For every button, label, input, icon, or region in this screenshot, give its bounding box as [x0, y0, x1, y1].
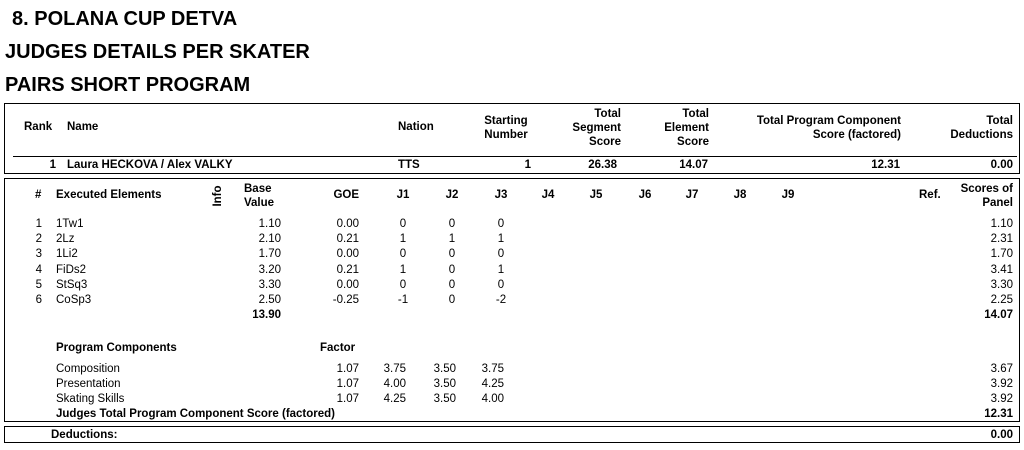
- component-j3: 4.25: [481, 378, 504, 390]
- elements-score-total: 14.07: [984, 309, 1013, 321]
- element-j1: 0: [399, 278, 407, 291]
- element-j1: 0: [399, 248, 407, 261]
- element-name: CoSp3: [56, 294, 92, 306]
- num-header: #: [35, 189, 42, 201]
- skater-name: Laura HECKOVA / Alex VALKY: [67, 159, 233, 171]
- element-j3: -2: [495, 294, 507, 306]
- component-score: 3.92: [990, 393, 1013, 405]
- program-components-header: Program Components: [56, 342, 177, 354]
- element-goe: -0.25: [332, 294, 359, 306]
- element-num: 1: [35, 218, 42, 230]
- component-j3: 3.75: [481, 363, 504, 375]
- element-base: 1.70: [258, 248, 281, 261]
- element-goe: 0.21: [336, 233, 359, 246]
- skater-nation: TTS: [398, 159, 420, 171]
- element-j1: 0: [399, 218, 407, 230]
- element-score: 1.10: [990, 218, 1013, 230]
- judge-header-j4: J4: [541, 189, 555, 201]
- skater-pcs: 12.31: [871, 159, 900, 171]
- component-j2: 3.50: [433, 378, 456, 390]
- element-score-header: Total Element Score: [664, 108, 709, 148]
- deductions-label: Deductions:: [51, 429, 118, 441]
- judge-header-j3: J3: [494, 189, 508, 201]
- element-name: 1Tw1: [56, 218, 84, 230]
- deductions-header: Total Deductions: [950, 115, 1013, 141]
- component-name: Composition: [56, 363, 120, 375]
- element-base: 3.20: [258, 263, 281, 276]
- pcs-header: Total Program Component Score (factored): [756, 115, 901, 141]
- element-goe: 0.00: [336, 218, 359, 230]
- judge-header-j6: J6: [638, 189, 652, 201]
- component-j1: 4.00: [383, 378, 406, 390]
- element-goe: 0.00: [336, 248, 359, 261]
- element-j2: 0: [448, 294, 456, 306]
- element-goe: 0.21: [336, 263, 359, 276]
- element-base: 2.50: [258, 294, 281, 306]
- summary-divider: [13, 156, 1017, 157]
- skater-element-score: 14.07: [679, 159, 708, 171]
- judge-header-j5: J5: [589, 189, 603, 201]
- element-j3: 0: [497, 218, 505, 230]
- element-name: 2Lz: [56, 233, 75, 246]
- element-name: FiDs2: [56, 263, 87, 276]
- judge-header-j8: J8: [733, 189, 747, 201]
- component-j1: 3.75: [383, 363, 406, 375]
- skater-starting-number: 1: [524, 159, 531, 171]
- event-title: 8. POLANA CUP DETVA: [12, 8, 238, 30]
- component-j2: 3.50: [433, 393, 456, 405]
- component-factor: 1.07: [336, 393, 359, 405]
- element-num: 6: [35, 294, 42, 306]
- executed-elements-header: Executed Elements: [56, 189, 162, 201]
- element-j2: 0: [448, 263, 456, 276]
- base-value-header: Base Value: [244, 183, 275, 209]
- deductions-box: [4, 426, 1020, 443]
- component-j1: 4.25: [383, 393, 406, 405]
- element-j3: 0: [497, 248, 505, 261]
- element-num: 4: [35, 263, 42, 276]
- element-j2: 0: [448, 278, 456, 291]
- element-base: 2.10: [258, 233, 281, 246]
- component-j2: 3.50: [433, 363, 456, 375]
- judge-header-j7: J7: [685, 189, 699, 201]
- element-num: 5: [35, 278, 42, 291]
- element-goe: 0.00: [336, 278, 359, 291]
- info-header: Info: [212, 185, 224, 207]
- element-j1: -1: [397, 294, 409, 306]
- element-j2: 0: [448, 218, 456, 230]
- component-j3: 4.00: [481, 393, 504, 405]
- component-name: Presentation: [56, 378, 121, 390]
- starting-number-header: Starting Number: [484, 115, 528, 141]
- segment-title: PAIRS SHORT PROGRAM: [5, 74, 251, 96]
- component-name: Skating Skills: [56, 393, 125, 405]
- element-score: 2.25: [990, 294, 1013, 306]
- judges-total-label: Judges Total Program Component Score (factored): [56, 408, 336, 420]
- component-factor: 1.07: [336, 363, 359, 375]
- judge-header-j1: J1: [396, 189, 410, 201]
- component-score: 3.67: [990, 363, 1013, 375]
- judge-header-j2: J2: [445, 189, 459, 201]
- rank-header: Rank: [24, 121, 53, 133]
- goe-header: GOE: [333, 189, 359, 201]
- skater-deductions: 0.00: [990, 159, 1013, 171]
- report-title: JUDGES DETAILS PER SKATER: [5, 41, 310, 63]
- element-base: 1.10: [258, 218, 281, 230]
- skater-rank: 1: [49, 159, 56, 171]
- factor-header: Factor: [320, 342, 356, 354]
- deductions-value: 0.00: [990, 429, 1013, 441]
- nation-header: Nation: [398, 121, 434, 133]
- component-factor: 1.07: [336, 378, 359, 390]
- element-score: 1.70: [990, 248, 1013, 261]
- element-name: 1Li2: [56, 248, 78, 261]
- element-score: 3.30: [990, 278, 1013, 291]
- element-j2: 0: [448, 248, 456, 261]
- ref-header: Ref.: [919, 189, 941, 201]
- element-j1: 1: [399, 233, 407, 246]
- judges-total-value: 12.31: [984, 408, 1013, 420]
- base-value-total: 13.90: [252, 309, 281, 321]
- element-base: 3.30: [258, 278, 281, 291]
- element-name: StSq3: [56, 278, 88, 291]
- name-header: Name: [67, 121, 99, 133]
- component-score: 3.92: [990, 378, 1013, 390]
- segment-score-header: Total Segment Score: [572, 108, 621, 148]
- judge-header-j9: J9: [781, 189, 795, 201]
- scores-of-panel-header: Scores of Panel: [960, 183, 1013, 209]
- skater-segment-score: 26.38: [588, 159, 617, 171]
- element-num: 2: [35, 233, 42, 246]
- element-score: 3.41: [990, 263, 1013, 276]
- element-j3: 1: [497, 263, 505, 276]
- element-j1: 1: [399, 263, 407, 276]
- element-num: 3: [35, 248, 42, 261]
- element-j3: 0: [497, 278, 505, 291]
- element-j2: 1: [448, 233, 456, 246]
- element-score: 2.31: [990, 233, 1013, 246]
- element-j3: 1: [497, 233, 505, 246]
